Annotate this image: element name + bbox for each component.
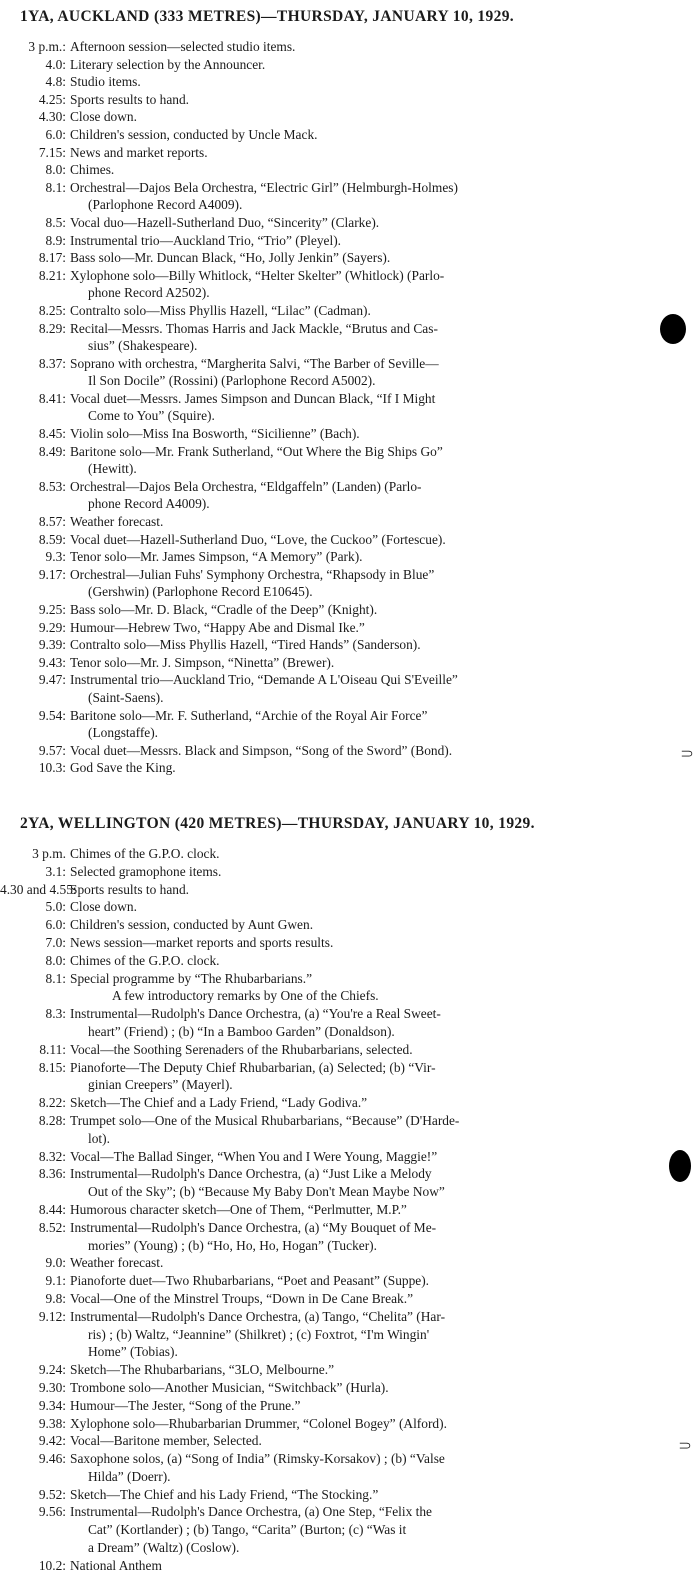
entry-line: Baritone solo—Mr. Frank Sutherland, “Out Where the Big Ships Go”	[70, 443, 443, 459]
entry-description	[70, 636, 680, 654]
pencil-mark-icon: ⸧	[676, 1436, 694, 1457]
entry-line: Out of the Sky”; (b) “Because My Baby Don't Mean Maybe Now”	[88, 1184, 445, 1200]
entry-time: 9.46:	[38, 1451, 66, 1467]
entry-time: 9.57:	[38, 742, 66, 758]
programme-entry	[0, 531, 700, 549]
entry-description	[70, 302, 680, 320]
entry-line: (Gershwin) (Parlophone Record E10645).	[88, 584, 313, 600]
entry-description	[70, 934, 680, 952]
entry-description	[70, 759, 680, 777]
entry-time: 9.43:	[38, 654, 66, 670]
entry-line: ginian Creepers” (Mayerl).	[88, 1077, 233, 1093]
entry-line: Vocal duet—Messrs. Black and Simpson, “Song of the Sword” (Bond).	[70, 742, 453, 758]
entry-line: Saxophone solos, (a) “Song of India” (Rimsky-Korsakov) ; (b) “Valse	[70, 1451, 445, 1467]
entry-time: 9.29:	[38, 619, 66, 635]
entry-description	[70, 73, 680, 91]
programme-entry	[0, 1005, 700, 1041]
programme-entry	[0, 1486, 700, 1504]
entry-time: 3 p.m.	[32, 846, 66, 861]
programme-entry	[0, 513, 700, 531]
programme-entry	[0, 707, 700, 742]
ink-blot	[669, 1150, 691, 1182]
programme-entry	[0, 302, 700, 320]
entry-line: Instrumental—Rudolph's Dance Orchestra, (a) “Just Like a Melody	[70, 1166, 432, 1182]
entry-time: 9.38:	[38, 1415, 66, 1431]
entry-time: 8.45:	[38, 426, 66, 442]
programme-entry	[0, 1450, 700, 1486]
programme-entry	[0, 56, 700, 74]
programme-entry	[0, 1041, 700, 1059]
entry-description	[70, 1219, 680, 1255]
entry-time: 6.0:	[45, 917, 66, 933]
entry-description	[70, 1272, 680, 1290]
entry-line: Instrumental—Rudolph's Dance Orchestra, (a) One Step, “Felix the	[70, 1504, 432, 1520]
entry-line: Bass solo—Mr. D. Black, “Cradle of the Deep” (Knight).	[70, 602, 378, 617]
programme-entry	[0, 619, 700, 637]
entry-description	[70, 126, 680, 144]
section-1ya-auckland	[0, 4, 700, 777]
programme-entry	[0, 952, 700, 970]
entry-description	[70, 1503, 680, 1556]
entry-description	[70, 56, 680, 74]
entry-line: Orchestral—Julian Fuhs' Symphony Orchestra, “Rhapsody in Blue”	[70, 566, 435, 582]
entry-line: (Hewitt).	[88, 461, 137, 477]
entry-line: ris) ; (b) Waltz, “Jeannine” (Shilkret) ; (c) Foxtrot, “I'm Wingin'	[88, 1326, 430, 1342]
entry-line: lot).	[88, 1130, 110, 1146]
programme-entry	[0, 478, 700, 513]
entry-line: Literary selection by the Announcer.	[70, 56, 266, 72]
entry-description	[70, 1308, 680, 1361]
entry-line: Weather forecast.	[70, 514, 164, 530]
entry-description	[70, 1059, 680, 1095]
entry-time: 8.59:	[38, 531, 66, 547]
entry-time: 5.0:	[45, 899, 66, 915]
entry-time: 9.24:	[38, 1362, 66, 1378]
programme-entry	[0, 355, 700, 390]
entry-line: (Saint-Saens).	[88, 689, 164, 705]
entry-time: 8.1:	[45, 970, 66, 986]
entry-time: 8.28:	[38, 1112, 66, 1128]
entry-line: Home” (Tobias).	[88, 1344, 178, 1360]
programme-entry	[0, 390, 700, 425]
entry-line: Close down.	[70, 109, 137, 125]
programme-entry	[0, 232, 700, 250]
entry-line: Instrumental—Rudolph's Dance Orchestra, (a) Tango, “Chelita” (Har-	[70, 1308, 446, 1324]
entry-description	[70, 214, 680, 232]
entry-line: Hilda” (Doerr).	[88, 1468, 171, 1484]
entry-description	[70, 952, 680, 970]
entry-description	[70, 179, 680, 214]
entry-time: 8.15:	[38, 1059, 66, 1075]
programme-entry	[0, 267, 700, 302]
entry-line: Studio items.	[70, 74, 141, 90]
entry-line: News session—market reports and sports results.	[70, 934, 334, 950]
programme-entry	[0, 1503, 700, 1556]
programme-entry	[0, 1397, 700, 1415]
entry-line: Vocal—the Soothing Serenaders of the Rhubarbarians, selected.	[70, 1041, 413, 1057]
entry-line: God Save the King.	[70, 760, 176, 776]
entry-time: 8.36:	[38, 1166, 66, 1182]
programme-entry	[0, 108, 700, 126]
programme-entry	[0, 443, 700, 478]
entry-description	[70, 1290, 680, 1308]
programme-entry	[0, 566, 700, 601]
entry-time: 9.47:	[38, 672, 66, 688]
entry-line: Vocal duo—Hazell-Sutherland Duo, “Sincerity” (Clarke).	[70, 214, 380, 230]
entry-description	[70, 881, 680, 899]
entry-time: 4.30:	[38, 109, 66, 125]
entry-description	[70, 320, 680, 355]
entry-time: 9.25:	[38, 602, 66, 617]
entry-line: Chimes of the G.P.O. clock.	[70, 952, 220, 968]
entry-description	[70, 1165, 680, 1201]
entry-description	[70, 1112, 680, 1148]
entry-time: 9.12:	[38, 1308, 66, 1324]
entry-description	[70, 1379, 680, 1397]
entry-description	[70, 1486, 680, 1504]
programme-entry	[0, 1290, 700, 1308]
entry-line: Children's session, conducted by Uncle Mack.	[70, 126, 318, 142]
entry-time: 4.0:	[45, 56, 66, 72]
programme-entry	[0, 601, 700, 619]
programme-entry	[0, 320, 700, 355]
entry-line: heart” (Friend) ; (b) “In a Bamboo Garden” (Donaldson).	[88, 1023, 395, 1039]
entry-line: Humour—The Jester, “Song of the Prune.”	[70, 1397, 301, 1413]
entry-line: Children's session, conducted by Aunt Gwen.	[70, 917, 314, 933]
section-2ya-wellington	[0, 811, 700, 1575]
entry-description	[70, 443, 680, 478]
entry-line: A few introductory remarks by One of the Chiefs.	[112, 988, 379, 1004]
entry-description	[70, 355, 680, 390]
entry-line: Orchestral—Dajos Bela Orchestra, “Eldgaffeln” (Landen) (Parlo-	[70, 478, 422, 494]
entry-description	[70, 619, 680, 637]
programme-entry	[0, 916, 700, 934]
programme-entry	[0, 1379, 700, 1397]
entry-line: Vocal—The Ballad Singer, “When You and I Were Young, Maggie!”	[70, 1148, 438, 1164]
entry-line: phone Record A4009).	[88, 496, 210, 512]
programme-entry	[0, 742, 700, 760]
programme-entry	[0, 425, 700, 443]
entry-time: 9.30:	[38, 1379, 66, 1395]
entry-time: 8.32:	[38, 1148, 66, 1164]
entry-description	[70, 863, 680, 881]
entry-time: 3 p.m.:	[28, 39, 66, 54]
entry-time: 8.11:	[39, 1041, 66, 1057]
entry-time: 9.8:	[45, 1290, 66, 1306]
entry-line: Tenor solo—Mr. James Simpson, “A Memory” (Park).	[70, 549, 363, 565]
entry-time: 10.3:	[38, 760, 66, 776]
programme-entry	[0, 845, 700, 863]
entry-description	[70, 1557, 680, 1575]
entry-description	[70, 232, 680, 250]
entry-time: 8.17:	[38, 250, 66, 266]
entry-line: mories” (Young) ; (b) “Ho, Ho, Ho, Hogan” (Tucker).	[88, 1237, 377, 1253]
entry-time: 8.9:	[45, 232, 66, 248]
entry-description	[70, 1201, 680, 1219]
entry-time: 7.0:	[45, 934, 66, 950]
entry-time: 9.39:	[38, 637, 66, 653]
entry-line: Vocal duet—Messrs. James Simpson and Duncan Black, “If I Might	[70, 390, 436, 406]
programme-entry	[0, 548, 700, 566]
entry-line: Bass solo—Mr. Duncan Black, “Ho, Jolly Jenkin” (Sayers).	[70, 250, 391, 266]
programme-entry	[0, 1361, 700, 1379]
programme-entry	[0, 898, 700, 916]
entry-line: News and market reports.	[70, 144, 208, 160]
entry-line: Violin solo—Miss Ina Bosworth, “Sicilienne” (Bach).	[70, 426, 360, 442]
entry-description	[70, 1041, 680, 1059]
entry-description	[70, 1397, 680, 1415]
entry-description	[70, 916, 680, 934]
entry-description	[70, 249, 680, 267]
programme-entry	[0, 1415, 700, 1433]
entry-line: Come to You” (Squire).	[88, 408, 215, 424]
entry-description	[70, 1254, 680, 1272]
entry-line: Sketch—The Chief and his Lady Friend, “The Stocking.”	[70, 1486, 379, 1502]
programme-entry	[0, 1272, 700, 1290]
section-heading: 1YA, AUCKLAND (333 METRES)—THURSDAY, JANUARY 10, 1929.	[20, 8, 515, 25]
entry-description	[70, 548, 680, 566]
entry-line: Cat” (Kortlander) ; (b) Tango, “Carita” (Burton; (c) “Was it	[88, 1522, 407, 1538]
entry-line: Special programme by “The Rhubarbarians.”	[70, 970, 313, 986]
entry-line: Pianoforte duet—Two Rhubarbarians, “Poet and Peasant” (Suppe).	[70, 1273, 430, 1289]
entry-line: (Longstaffe).	[88, 725, 159, 741]
entry-line: Chimes.	[70, 162, 115, 178]
entry-description	[70, 478, 680, 513]
entry-line: Afternoon session—selected studio items.	[70, 39, 296, 54]
entry-line: Tenor solo—Mr. J. Simpson, “Ninetta” (Brewer).	[70, 654, 335, 670]
entry-time: 10.2:	[38, 1557, 66, 1573]
entry-time: 9.42:	[38, 1433, 66, 1449]
entry-line: (Parlophone Record A4009).	[88, 197, 243, 213]
entry-description	[70, 1005, 680, 1041]
entry-line: phone Record A2502).	[88, 285, 210, 301]
entry-time: 9.54:	[38, 707, 66, 723]
programme-list	[0, 845, 700, 1575]
entry-time: 8.44:	[38, 1201, 66, 1217]
programme-entry	[0, 1219, 700, 1255]
entry-line: Humour—Hebrew Two, “Happy Abe and Dismal Ike.”	[70, 619, 365, 635]
programme-entry	[0, 73, 700, 91]
entry-description	[70, 1094, 680, 1112]
entry-line: Vocal—One of the Minstrel Troups, “Down in De Cane Break.”	[70, 1290, 414, 1306]
entry-description	[70, 425, 680, 443]
programme-entry	[0, 636, 700, 654]
entry-time: 4.30 and 4.55:	[0, 881, 77, 897]
programme-entry	[0, 161, 700, 179]
entry-description	[70, 1361, 680, 1379]
entry-line: Instrumental—Rudolph's Dance Orchestra, (a) “You're a Real Sweet-	[70, 1006, 441, 1022]
programme-entry	[0, 1112, 700, 1148]
entry-description	[70, 845, 680, 863]
programme-entry	[0, 91, 700, 109]
entry-line: Il Son Docile” (Rossini) (Parlophone Record A5002).	[88, 373, 376, 389]
programme-entry	[0, 1557, 700, 1575]
entry-line: Instrumental trio—Auckland Trio, “Demande A L'Oiseau Qui S'Eveille”	[70, 672, 458, 688]
programme-entry	[0, 1148, 700, 1166]
entry-time: 9.17:	[38, 566, 66, 582]
programme-entry	[0, 759, 700, 777]
entry-line: Close down.	[70, 899, 137, 915]
entry-time: 8.1:	[45, 179, 66, 195]
entry-description	[70, 566, 680, 601]
entry-line: a Dream” (Waltz) (Coslow).	[88, 1540, 240, 1556]
entry-line: Trombone solo—Another Musician, “Switchback” (Hurla).	[70, 1379, 389, 1395]
entry-time: 8.0:	[45, 952, 66, 968]
programme-entry	[0, 881, 700, 899]
entry-line: Selected gramophone items.	[70, 863, 222, 879]
entry-line: Recital—Messrs. Thomas Harris and Jack Mackle, “Brutus and Cas-	[70, 320, 438, 336]
entry-description	[70, 144, 680, 162]
entry-time: 9.1:	[45, 1273, 66, 1289]
entry-time: 8.0:	[45, 162, 66, 178]
entry-line: Contralto solo—Miss Phyllis Hazell, “Tired Hands” (Sanderson).	[70, 637, 421, 653]
entry-time: 8.5:	[45, 214, 66, 230]
entry-description	[70, 108, 680, 126]
entry-time: 9.56:	[38, 1504, 66, 1520]
entry-line: Instrumental—Rudolph's Dance Orchestra, (a) “My Bouquet of Me-	[70, 1219, 437, 1235]
programme-entry	[0, 126, 700, 144]
entry-description	[70, 91, 680, 109]
entry-description	[70, 161, 680, 179]
programme-entry	[0, 1059, 700, 1095]
entry-description	[70, 1415, 680, 1433]
entry-time: 8.21:	[38, 267, 66, 283]
entry-description	[70, 1432, 680, 1450]
entry-line: Baritone solo—Mr. F. Sutherland, “Archie of the Royal Air Force”	[70, 707, 428, 723]
entry-line: Soprano with orchestra, “Margherita Salvi, “The Barber of Seville—	[70, 355, 439, 371]
entry-time: 9.3:	[45, 549, 66, 565]
entry-time: 9.34:	[38, 1397, 66, 1413]
entry-description	[70, 267, 680, 302]
section-heading: 2YA, WELLINGTON (420 METRES)—THURSDAY, JANUARY 10, 1929.	[20, 815, 535, 832]
entry-line: Vocal duet—Hazell-Sutherland Duo, “Love, the Cuckoo” (Fortescue).	[70, 531, 446, 547]
programme-entry	[0, 144, 700, 162]
entry-description	[70, 390, 680, 425]
programme-entry	[0, 1201, 700, 1219]
programme-list	[0, 38, 700, 777]
entry-time: 7.15:	[38, 144, 66, 160]
entry-description	[70, 513, 680, 531]
entry-time: 4.25:	[38, 91, 66, 107]
entry-description	[70, 38, 680, 56]
entry-line: Humorous character sketch—One of Them, “Perlmutter, M.P.”	[70, 1201, 407, 1217]
entry-line: Xylophone solo—Rhubarbarian Drummer, “Colonel Bogey” (Alford).	[70, 1415, 447, 1431]
entry-line: Sports results to hand.	[70, 91, 190, 107]
programme-entry	[0, 1432, 700, 1450]
entry-line: Weather forecast.	[70, 1255, 164, 1271]
entry-description	[70, 1148, 680, 1166]
entry-line: Orchestral—Dajos Bela Orchestra, “Electric Girl” (Helmburgh-Holmes)	[70, 179, 458, 195]
entry-time: 8.52:	[38, 1219, 66, 1235]
entry-time: 8.3:	[45, 1006, 66, 1022]
entry-description	[70, 531, 680, 549]
entry-description	[70, 970, 680, 1006]
entry-line: Vocal—Baritone member, Selected.	[70, 1433, 262, 1449]
entry-time: 9.52:	[38, 1486, 66, 1502]
programme-entry	[0, 1165, 700, 1201]
entry-line: Instrumental trio—Auckland Trio, “Trio” (Pleyel).	[70, 232, 342, 248]
entry-description	[70, 601, 680, 619]
programme-entry	[0, 863, 700, 881]
programme-entry	[0, 249, 700, 267]
entry-time: 8.41:	[38, 390, 66, 406]
programme-entry	[0, 934, 700, 952]
entry-time: 8.29:	[38, 320, 66, 336]
programme-entry	[0, 1308, 700, 1361]
entry-line: Pianoforte—The Deputy Chief Rhubarbarian, (a) Selected; (b) “Vir-	[70, 1059, 436, 1075]
entry-description	[70, 898, 680, 916]
entry-description	[70, 654, 680, 672]
programme-entry	[0, 671, 700, 706]
programme-entry	[0, 1094, 700, 1112]
programme-entry	[0, 970, 700, 1006]
entry-time: 8.22:	[38, 1095, 66, 1111]
entry-description	[70, 742, 680, 760]
entry-time: 3.1:	[45, 863, 66, 879]
entry-line: National Anthem	[70, 1557, 162, 1573]
programme-entry	[0, 179, 700, 214]
programme-entry	[0, 654, 700, 672]
entry-line: Sketch—The Rhubarbarians, “3LO, Melbourne.”	[70, 1362, 335, 1378]
entry-line: Trumpet solo—One of the Musical Rhubarbarians, “Because” (D'Harde-	[70, 1112, 460, 1128]
entry-line: Sports results to hand.	[70, 881, 190, 897]
entry-time: 6.0:	[45, 126, 66, 142]
entry-description	[70, 671, 680, 706]
entry-time: 8.49:	[38, 443, 66, 459]
entry-description	[70, 707, 680, 742]
entry-time: 8.25:	[38, 302, 66, 318]
entry-time: 8.57:	[38, 514, 66, 530]
entry-description	[70, 1450, 680, 1486]
programme-entry	[0, 38, 700, 56]
entry-time: 4.8:	[45, 74, 66, 90]
entry-time: 8.53:	[38, 478, 66, 494]
programme-entry	[0, 214, 700, 232]
entry-time: 9.0:	[45, 1255, 66, 1271]
ink-blot	[660, 314, 686, 344]
entry-line: sius” (Shakespeare).	[88, 338, 198, 354]
entry-line: Chimes of the G.P.O. clock.	[70, 846, 220, 861]
entry-line: Sketch—The Chief and a Lady Friend, “Lady Godiva.”	[70, 1095, 368, 1111]
pencil-mark-icon: ⸧	[678, 744, 696, 765]
entry-line: Xylophone solo—Billy Whitlock, “Helter Skelter” (Whitlock) (Parlo-	[70, 267, 445, 283]
entry-time: 8.37:	[38, 355, 66, 371]
entry-line: Contralto solo—Miss Phyllis Hazell, “Lilac” (Cadman).	[70, 302, 371, 318]
programme-entry	[0, 1254, 700, 1272]
